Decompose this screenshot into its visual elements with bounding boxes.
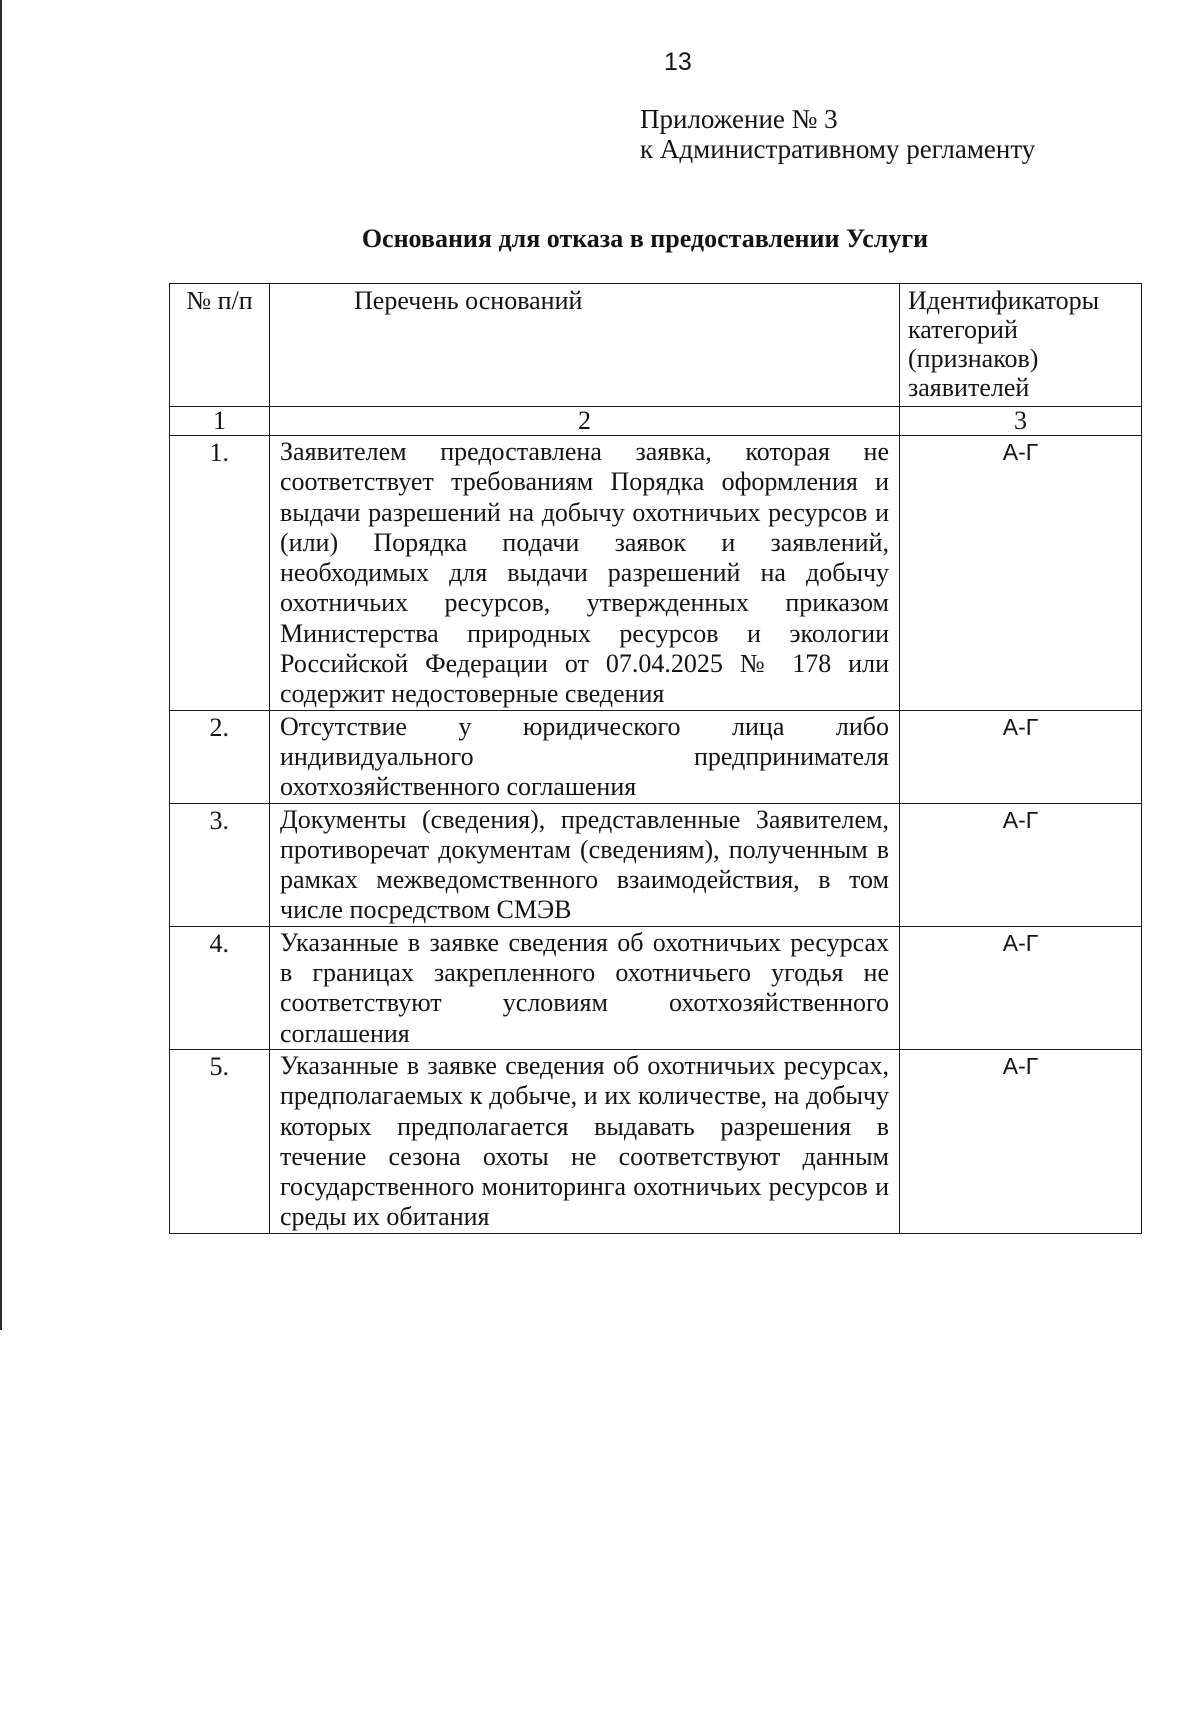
row-category-code: А-Г (900, 803, 1142, 926)
column-index: 1 (170, 407, 270, 436)
row-number: 2. (170, 710, 270, 803)
row-reason: Отсутствие у юридического лица либо индивидуального предпринимателя охотхозяйственного соглашения (270, 710, 900, 803)
row-category-code: А-Г (900, 436, 1142, 711)
column-index: 3 (900, 407, 1142, 436)
header-num: № п/п (170, 284, 270, 407)
row-reason: Документы (сведения), представленные Заявителем, противоречат документам (сведениям), полученным в рамках межведомственного взаимодействия, в том числе посредством СМЭВ (270, 803, 900, 926)
row-category-code: А-Г (900, 710, 1142, 803)
row-reason: Заявителем предоставлена заявка, которая не соответствует требованиям Порядка оформления и выдачи разрешений на добычу охотничьих ресурсов и (или) Порядка подачи заявок и заявлений, необходимых для выдачи разрешений на добычу охотничьих ресурсов, утвержденных приказом Министерства природных ресурсов и экологии Российской Федерации от 07.04.2025 № 178 или содержит недостоверные сведения (270, 436, 900, 711)
row-number: 1. (170, 436, 270, 711)
row-number: 5. (170, 1049, 270, 1233)
appendix-line-1: Приложение № 3 (640, 104, 838, 134)
appendix-line-2: к Административному регламенту (640, 134, 1036, 164)
row-category-code: А-Г (900, 1049, 1142, 1233)
table-row (170, 803, 1142, 926)
table-row (170, 926, 1142, 1049)
column-index-row (170, 407, 1142, 436)
appendix-reference (640, 104, 1035, 164)
row-number: 4. (170, 926, 270, 1049)
column-index: 2 (270, 407, 900, 436)
row-category-code: А-Г (900, 926, 1142, 1049)
header-reasons: Перечень оснований (270, 284, 900, 407)
row-reason: Указанные в заявке сведения об охотничьих ресурсах в границах закрепленного охотничьего угодья не соответствуют условиям охотхозяйственного соглашения (270, 926, 900, 1049)
header-identifiers: Идентификаторы категорий (признаков) заявителей (900, 284, 1142, 407)
row-number: 3. (170, 803, 270, 926)
table-row (170, 1049, 1142, 1233)
table-row (170, 710, 1142, 803)
scan-edge (0, 0, 2, 1330)
row-reason: Указанные в заявке сведения об охотничьих ресурсах, предполагаемых к добыче, и их количестве, на добычу которых предполагается выдавать разрешения в течение сезона охоты не соответствуют данным государственного мониторинга охотничьих ресурсов и среды их обитания (270, 1049, 900, 1233)
page-number: 13 (664, 48, 692, 76)
document-title: Основания для отказа в предоставлении Услуги (361, 224, 929, 253)
table-header-row (170, 284, 1142, 407)
refusal-grounds-table (169, 283, 1142, 1234)
table-row (170, 436, 1142, 711)
